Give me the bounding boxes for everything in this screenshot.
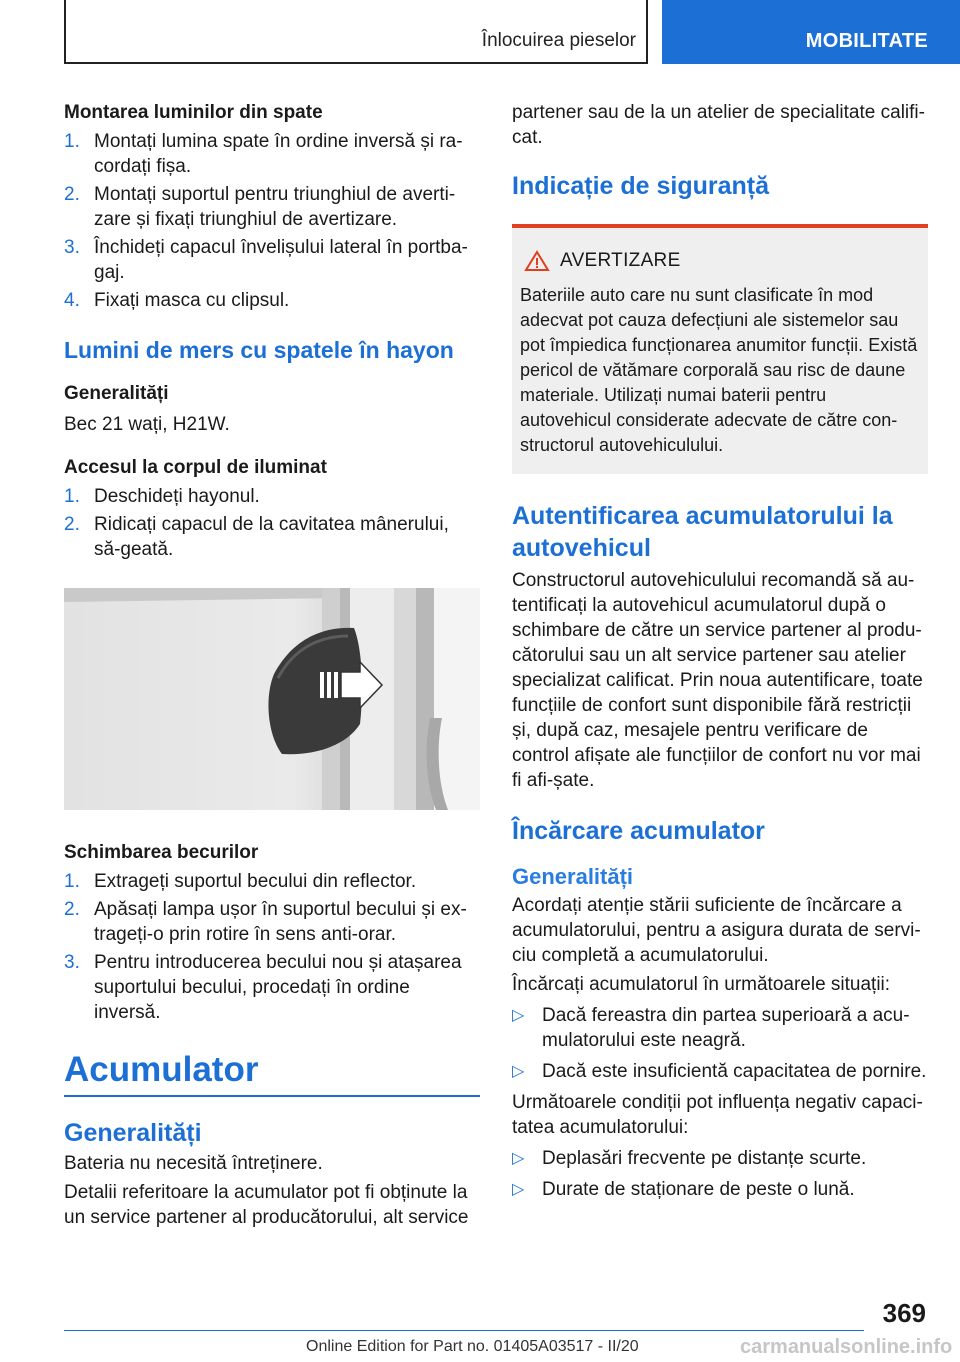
authentication-paragraph: Constructorul autovehiculului recomandă să au-tentificați la autovehicul acumulatorul după o schimbare de către un service partener al produ-cătorului sau un alt service partener sau atelier specializat calificat. Prin noua autentificare, toate funcțiile de confort sunt disponibile fără restricții și, după caz, mesajele pentru verificare de control afișate ale funcțiilor de confort nu vor mai fi afi-șate. — [512, 570, 923, 791]
battery-paragraph: Detalii referitoare la acumulator pot fi obținute la un service partener al producătorului, alt service — [64, 1182, 469, 1228]
tailgate-lights-heading: Lumini de mers cu spatele în hayon — [64, 337, 454, 363]
step-text: Montați lumina spate în ordine inversă și ra-cordați fișa. — [94, 131, 463, 177]
step-text: Ridicați capacul de la cavitatea mânerului, să-geată. — [94, 514, 449, 560]
continuation-paragraph: partener sau de la un atelier de specialitate califi-cat. — [512, 102, 925, 148]
warning-triangle-icon — [524, 250, 550, 272]
list-item — [512, 1003, 928, 1053]
bulbs-steps — [64, 869, 480, 1025]
step-number: 3. — [64, 237, 80, 258]
step-number: 2. — [64, 899, 80, 920]
left-column — [64, 100, 480, 1230]
charging-heading: Încărcare acumulator — [512, 817, 765, 845]
list-item — [64, 182, 480, 232]
access-steps — [64, 484, 480, 562]
step-number: 2. — [64, 184, 80, 205]
triangle-bullet-icon: ▷ — [512, 1181, 525, 1198]
step-number: 1. — [64, 871, 80, 892]
watermark: carmanualsonline.info — [740, 1336, 953, 1358]
step-number: 1. — [64, 131, 80, 152]
step-text: Apăsați lampa ușor în suportul becului și ex-trageți-o prin rotire în sens anti-orar. — [94, 899, 467, 945]
bullet-text: Dacă este insuficientă capacitatea de pornire. — [542, 1061, 927, 1082]
bullet-text: Deplasări frecvente pe distanțe scurte. — [542, 1148, 867, 1169]
authentication-heading: Autentificarea acumulatorului la autovehicul — [512, 502, 893, 562]
triangle-bullet-icon: ▷ — [512, 1150, 525, 1167]
step-number: 4. — [64, 290, 80, 311]
right-column — [512, 100, 928, 1202]
access-subheading: Accesul la corpul de iluminat — [64, 457, 327, 478]
tailgate-illustration — [64, 588, 480, 810]
section-title: Înlocuirea pieselor — [481, 30, 636, 51]
warning-text: Bateriile auto care nu sunt clasificate în mod adecvat pot cauza defecțiuni ale sistemelor sau pot împiedica funcționarea anumitor funcții. Există pericol de vătămare corporală sau risc de daune materiale. Utilizați numai baterii pentru autovehicul considerate adecvate de către con-structorul autovehiculului. — [520, 285, 918, 455]
charging-paragraph: Acordați atenție stării suficiente de încărcare a acumulatorului, pentru a asigura durata de servi-ciu completă a acumulatorului. — [512, 895, 921, 966]
charging-situations-list — [512, 1003, 928, 1084]
bullet-text: Durate de staționare de peste o lună. — [542, 1179, 855, 1200]
bulb-spec-text: Bec 21 wați, H21W. — [64, 414, 230, 435]
triangle-bullet-icon: ▷ — [512, 1007, 525, 1024]
charging-general-heading: Generalități — [512, 864, 634, 889]
list-item — [64, 235, 480, 285]
list-item — [512, 1146, 928, 1171]
battery-paragraph: Bateria nu necesită întreținere. — [64, 1153, 323, 1174]
list-item — [64, 288, 480, 313]
chapter-tab-label: MOBILITATE — [805, 30, 928, 52]
capacity-factors-list — [512, 1146, 928, 1202]
header-section-box — [64, 0, 648, 64]
step-text: Fixați masca cu clipsul. — [94, 290, 290, 311]
list-item — [64, 950, 480, 1025]
rear-lights-title: Montarea luminilor din spate — [64, 102, 323, 123]
step-number: 1. — [64, 486, 80, 507]
warning-title — [524, 248, 920, 273]
triangle-bullet-icon: ▷ — [512, 1063, 525, 1080]
warning-box — [512, 224, 928, 474]
list-item — [512, 1177, 928, 1202]
edition-text: Online Edition for Part no. 01405A03517 - II/20 — [306, 1338, 639, 1355]
general-subheading: Generalități — [64, 383, 169, 404]
footer-divider — [64, 1330, 864, 1331]
list-item — [64, 897, 480, 947]
list-item — [64, 129, 480, 179]
warning-label: AVERTIZARE — [560, 250, 681, 271]
chapter-tab-mobility[interactable] — [662, 0, 960, 64]
list-item — [512, 1059, 928, 1084]
charging-paragraph: Încărcați acumulatorul în următoarele situații: — [512, 974, 891, 995]
list-item — [64, 484, 480, 509]
rear-lights-steps — [64, 129, 480, 313]
step-number: 2. — [64, 514, 80, 535]
step-number: 3. — [64, 952, 80, 973]
battery-heading: Acumulator — [64, 1050, 259, 1089]
step-text: Deschideți hayonul. — [94, 486, 260, 507]
list-item — [64, 512, 480, 562]
battery-general-heading: Generalități — [64, 1119, 202, 1147]
page-number: 369 — [882, 1298, 926, 1328]
bullet-text: Dacă fereastra din partea superioară a acu-mulatorului este neagră. — [542, 1005, 910, 1051]
charging-paragraph: Următoarele condiții pot influența negativ capaci-tatea acumulatorului: — [512, 1092, 923, 1138]
step-text: Extrageți suportul becului din reflector. — [94, 871, 417, 892]
safety-heading: Indicație de siguranță — [512, 172, 770, 200]
tailgate-handle-photo — [64, 588, 480, 810]
step-text: Închideți capacul învelișului lateral în portba-gaj. — [94, 237, 468, 283]
list-item — [64, 869, 480, 894]
bulbs-subheading: Schimbarea becurilor — [64, 842, 259, 863]
heading-divider — [64, 1095, 480, 1097]
step-text: Montați suportul pentru triunghiul de averti-zare și fixați triunghiul de avertizare. — [94, 184, 456, 230]
step-text: Pentru introducerea becului nou și atașarea suportului becului, procedați în ordine inversă. — [94, 952, 462, 1023]
